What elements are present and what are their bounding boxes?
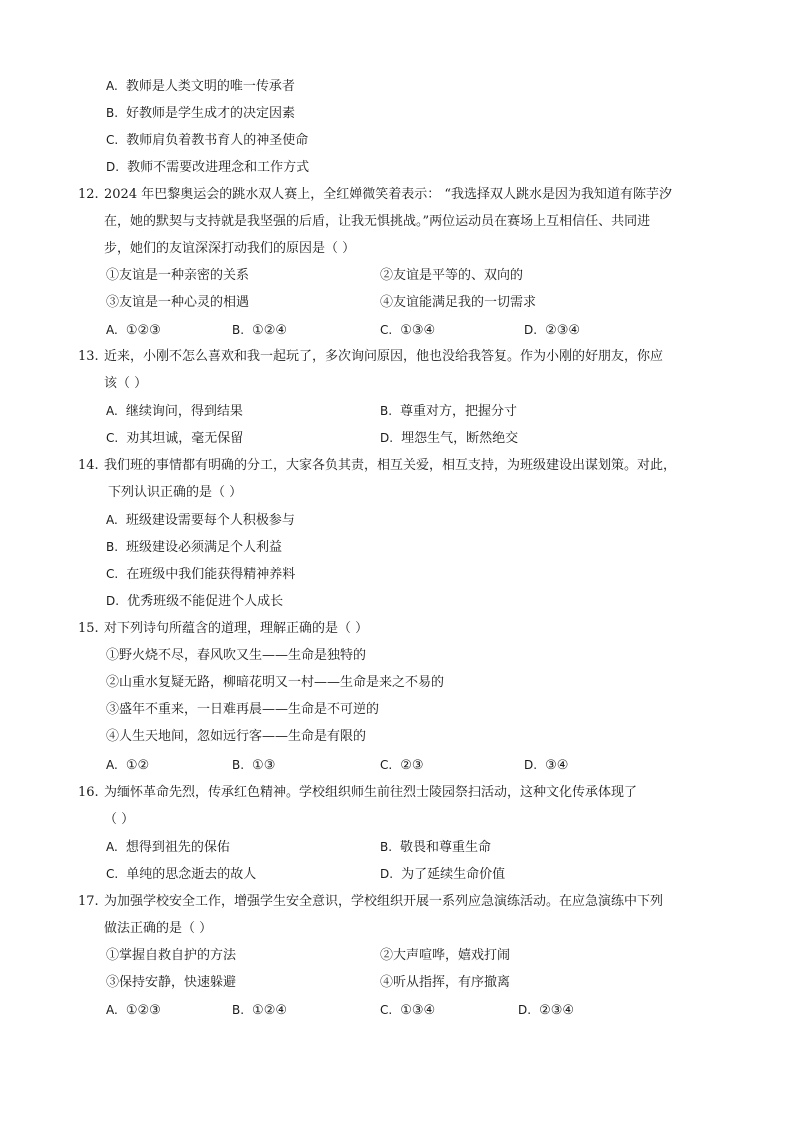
q14-option-d: D. 优秀班级不能促进个人成长 xyxy=(106,594,284,609)
q12-answer-b: B. ①②④ xyxy=(232,323,288,338)
q17-answer-c: C. ①③④ xyxy=(380,1003,436,1018)
q12-statement-4: ④友谊能满足我的一切需求 xyxy=(380,295,537,310)
q13-number: 13. xyxy=(78,349,99,364)
q12-answer-d: D. ②③④ xyxy=(524,323,581,338)
q17-stem-line-2: 做法正确的是（ ） xyxy=(104,921,213,936)
q12-answer-c: C. ①③④ xyxy=(380,323,436,338)
q14-option-a: A. 班级建设需要每个人积极参与 xyxy=(106,513,295,528)
q12-number: 12. xyxy=(78,187,99,202)
q11-option-c: C. 教师肩负着教书育人的神圣使命 xyxy=(106,133,309,148)
q13-option-c: C. 劝其坦诚，毫无保留 xyxy=(106,431,244,446)
q15-statement-1: ①野火烧不尽，春风吹又生——生命是独特的 xyxy=(106,648,367,663)
q15-statement-4: ④人生天地间，忽如远行客——生命是有限的 xyxy=(106,729,367,744)
q14-stem-line-2: 下列认识正确的是（ ） xyxy=(108,485,243,500)
q13-option-a: A. 继续询问，得到结果 xyxy=(106,404,243,419)
q16-option-d: D. 为了延续生命价值 xyxy=(380,867,506,882)
q15-stem-line-1: 对下列诗句所蕴含的道理，理解正确的是（ ） xyxy=(104,621,369,636)
q16-stem-line-1: 为缅怀革命先烈，传承红色精神。学校组织师生前往烈士陵园祭扫活动，这种文化传承体现了 xyxy=(104,785,638,800)
q14-option-b: B. 班级建设必须满足个人利益 xyxy=(106,540,283,555)
q12-answer-a: A. ①②③ xyxy=(106,323,161,338)
q12-stem-line-3: 步，她们的友谊深深打动我们的原因是（ ） xyxy=(104,241,356,256)
q15-number: 15. xyxy=(78,621,99,636)
q15-answer-c: C. ②③ xyxy=(380,758,424,773)
q15-answer-b: B. ①③ xyxy=(232,758,276,773)
q12-stem-line-1: 2024 年巴黎奥运会的跳水双人赛上，全红婵微笑着表示： “我选择双人跳水是因为我知道有陈芋汐 xyxy=(104,187,672,202)
q17-statement-3: ③保持安静，快速躲避 xyxy=(106,975,237,990)
q15-answer-d: D. ③④ xyxy=(524,758,569,773)
q15-answer-a: A. ①② xyxy=(106,758,150,773)
q14-stem-line-1: 我们班的事情都有明确的分工，大家各负其责，相互关爱，相互支持，为班级建设出谋划策。对此， xyxy=(104,458,677,473)
q16-option-a: A. 想得到祖先的保佑 xyxy=(106,840,230,855)
q12-statement-2: ②友谊是平等的、双向的 xyxy=(380,268,524,283)
q17-statement-4: ④听从指挥，有序撤离 xyxy=(380,975,511,990)
q16-number: 16. xyxy=(78,785,99,800)
q16-option-c: C. 单纯的思念逝去的故人 xyxy=(106,867,257,882)
q17-stem-line-1: 为加强学校安全工作，增强学生安全意识，学校组织开展一系列应急演练活动。在应急演练中下列 xyxy=(104,894,664,909)
q14-number: 14. xyxy=(78,458,99,473)
q13-option-b: B. 尊重对方，把握分寸 xyxy=(380,404,518,419)
q13-option-d: D. 埋怨生气，断然绝交 xyxy=(380,431,519,446)
q17-answer-b: B. ①②④ xyxy=(232,1003,288,1018)
q14-option-c: C. 在班级中我们能获得精神养料 xyxy=(106,567,296,582)
q15-statement-2: ②山重水复疑无路，柳暗花明又一村——生命是来之不易的 xyxy=(106,675,445,690)
q17-number: 17. xyxy=(78,894,99,909)
q16-option-b: B. 敬畏和尊重生命 xyxy=(380,840,492,855)
q11-option-a: A. 教师是人类文明的唯一传承者 xyxy=(106,79,295,94)
q17-statement-2: ②大声喧哗，嬉戏打闹 xyxy=(380,948,511,963)
q13-stem-line-2: 该（ ） xyxy=(104,376,148,391)
q12-stem-line-2: 在，她的默契与支持就是我坚强的后盾，让我无惧挑战。”两位运动员在赛场上互相信任、共同进 xyxy=(104,214,651,229)
q13-stem-line-1: 近来，小刚不怎么喜欢和我一起玩了，多次询问原因，他也没给我答复。作为小刚的好朋友，你应 xyxy=(104,349,664,364)
q16-stem-line-2: （ ） xyxy=(104,812,135,827)
q17-answer-a: A. ①②③ xyxy=(106,1003,161,1018)
q11-option-d: D. 教师不需要改进理念和工作方式 xyxy=(106,160,310,175)
q17-statement-1: ①掌握自救自护的方法 xyxy=(106,948,237,963)
q12-statement-3: ③友谊是一种心灵的相遇 xyxy=(106,295,250,310)
q11-option-b: B. 好教师是学生成才的决定因素 xyxy=(106,106,296,121)
q15-statement-3: ③盛年不重来，一日难再晨——生命是不可逆的 xyxy=(106,702,380,717)
q12-statement-1: ①友谊是一种亲密的关系 xyxy=(106,268,250,283)
q17-answer-d: D. ②③④ xyxy=(518,1003,575,1018)
